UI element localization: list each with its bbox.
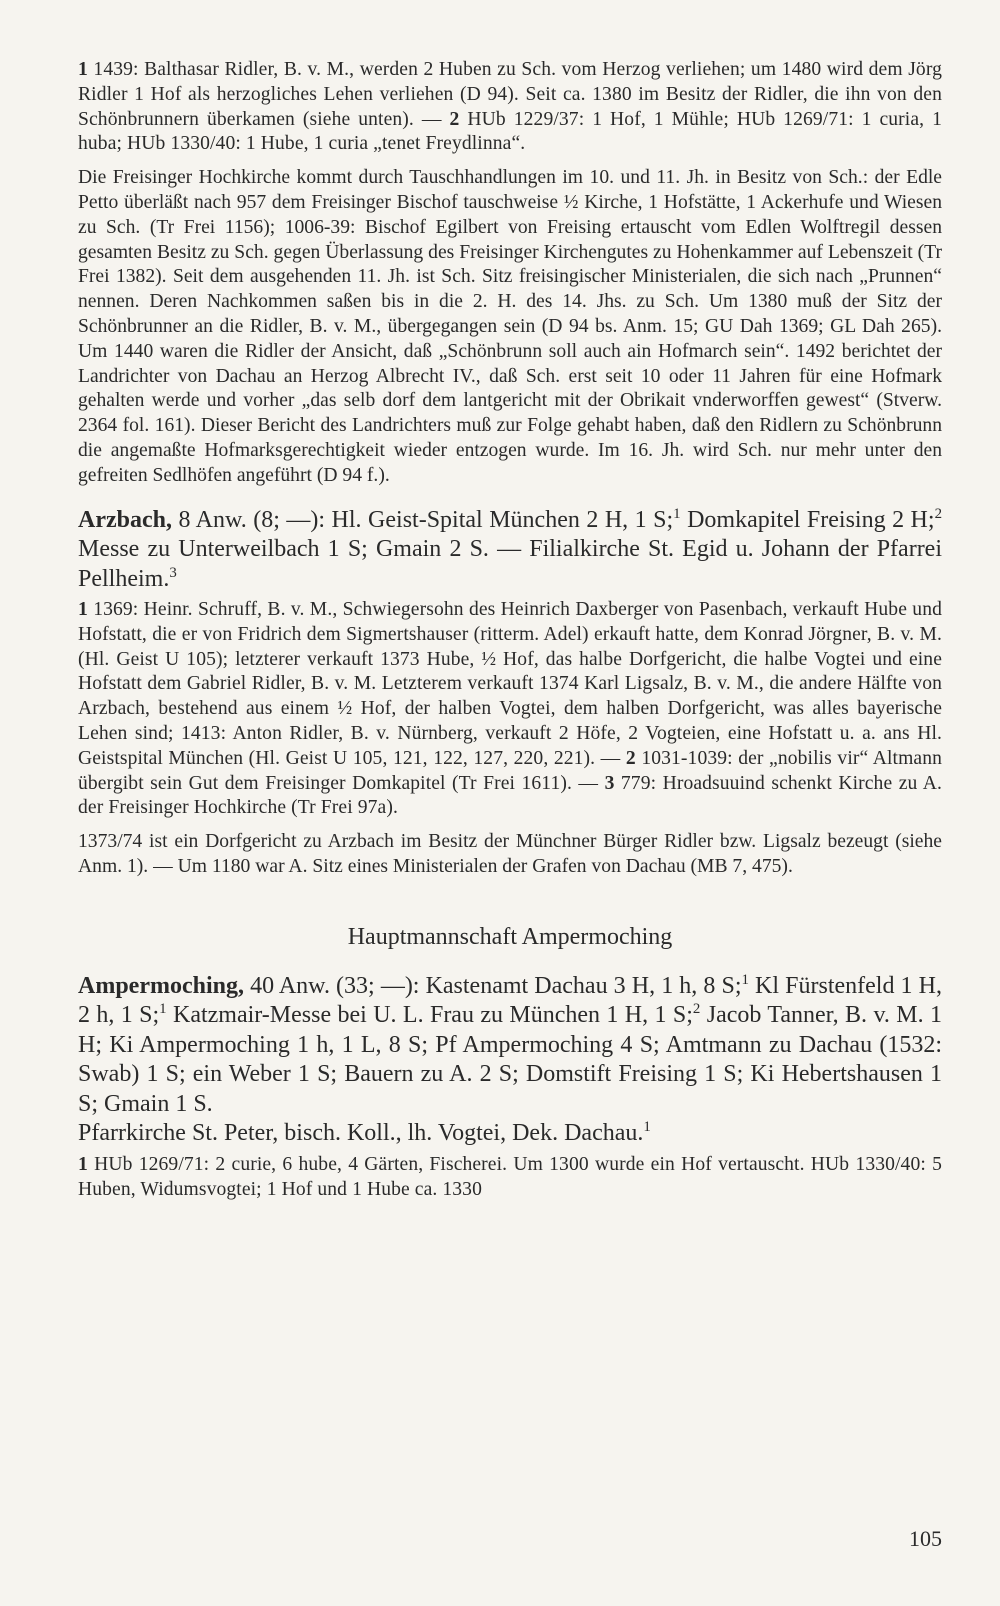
entry-text: Jacob Tanner, B. v. M. 1 H; Ki Ampermoching 1 h, 1 L, 8 S; Pf Ampermoching 4 S; Amtmann zu Dachau (1532: Swab) 1 S; ein Weber 1 S; Bauern zu A. 2 S; Domstift Freising 1 S; Ki Hebertshausen 1 S; Gmain 1 S. <box>78 1002 942 1117</box>
place-name: Ampermoching, <box>78 972 244 999</box>
place-name: Arzbach, <box>78 506 172 533</box>
footnote-ref: 1 <box>159 1001 167 1018</box>
page-content <box>78 58 942 1202</box>
entry-text: Pfarrkirche St. Peter, bisch. Koll., lh. Vogtei, Dek. Dachau. <box>78 1120 644 1147</box>
footnote-text: 1369: Heinr. Schruff, B. v. M., Schwiegersohn des Heinrich Daxberger von Pasenbach, verkauft Hube und Hofstatt, die er von Fridrich dem Sigmertshauser (ritterm. Adel) erkauft hatte, dem Konrad Jörgner, B. v. M. (Hl. Geist U 105); letzterer verkauft 1373 Hube, ½ Hof, das halbe Dorfgericht, die halbe Vogtei und eine Hofstatt dem Gabriel Ridler, B. v. M. Letzterem verkauft 1374 Karl Ligsalz, B. v. M., die andere Hälfte von Arzbach, bestehend aus einem ½ Hof, der halben Vogtei, dem halben Dorfgericht, was alles bayerische Lehen sind; 1413: Anton Ridler, B. v. Nürnberg, verkauft 2 Höfe, 2 Vogteien, eine Hofstatt u. a. ans Hl. Geistspital München (Hl. Geist U 105, 121, 122, 127, 220, 221). — <box>78 599 942 769</box>
footnote-ref: 1 <box>643 1119 651 1136</box>
footnote-text: 1031-1039: der „nobilis vir“ Altmann übergibt sein Gut dem Freisinger Domkapitel (Tr Frei 1611). — <box>78 747 942 794</box>
entry-text: Katzmair-Messe bei U. L. Frau zu München 1 H, 1 S; <box>166 1002 693 1029</box>
footnote-block-schoenbrunn <box>78 58 942 157</box>
history-paragraph-arzbach: 1373/74 ist ein Dorfgericht zu Arzbach im Besitz der Münchner Bürger Ridler bzw. Ligsalz bezeugt (siehe Anm. 1). — Um 1180 war A. Sitz eines Ministerialen der Grafen von Dachau (MB 7, 475). <box>78 831 942 878</box>
place-entry-arzbach <box>78 506 942 595</box>
footnote-ref: 2 <box>692 1001 701 1018</box>
place-entry-ampermoching <box>78 972 942 1120</box>
footnote-ref: 1 <box>673 505 681 522</box>
footnote-block-ampermoching <box>78 1153 942 1203</box>
entry-text: Domkapitel Freising 2 H; <box>680 506 935 533</box>
footnote-number: 1 <box>78 1153 88 1175</box>
section-heading: Hauptmannschaft Ampermoching <box>347 923 673 950</box>
entry-text: 40 Anw. (33; —): Kastenamt Dachau 3 H, 1 h, 8 S; <box>243 972 742 999</box>
footnote-text: HUb 1269/71: 2 curie, 6 hube, 4 Gärten, Fischerei. Um 1300 wurde ein Hof vertauscht. HUb 1330/40: 5 Huben, Widumsvogtei; 1 Hof und 1 Hube ca. 1330 <box>78 1153 942 1200</box>
parish-line <box>78 1119 942 1149</box>
footnote-block-arzbach <box>78 598 942 821</box>
footnote-ref: 1 <box>741 971 749 988</box>
footnote-number: 3 <box>604 772 615 794</box>
entry-text: Kl Fürstenfeld 1 H, 2 h, 1 S; <box>78 972 942 1029</box>
footnote-text: 1439: Balthasar Ridler, B. v. M., werden 2 Huben zu Sch. vom Herzog verliehen; um 1480 wird dem Jörg Ridler 1 Hof als herzogliches Lehen verliehen (D 94). Seit ca. 1380 im Besitz der Ridler, die ihn von den Schönbrunnern überkamen (siehe unten). — <box>78 59 942 130</box>
entry-text: Messe zu Unterweilbach 1 S; Gmain 2 S. — Filialkirche St. Egid u. Johann der Pfarrei Pellheim. <box>78 536 942 592</box>
footnote-ref: 2 <box>934 505 942 522</box>
footnote-text: HUb 1229/37: 1 Hof, 1 Mühle; HUb 1269/71: 1 curia, 1 huba; HUb 1330/40: 1 Hube, 1 curia „tenet Freydlinna“. <box>78 108 943 155</box>
page-number: 105 <box>909 1526 942 1551</box>
footnote-number: 1 <box>78 59 88 80</box>
footnote-text: 779: Hroadsuuind schenkt Kirche zu A. der Freisinger Hochkirche (Tr Frei 97a). <box>78 772 942 819</box>
footnote-ref: 3 <box>169 564 177 581</box>
footnote-number: 2 <box>625 747 636 769</box>
footnote-number: 1 <box>78 599 88 621</box>
footnote-number: 2 <box>449 108 460 130</box>
entry-text: 8 Anw. (8; —): Hl. Geist-Spital München 2 H, 1 S; <box>171 506 674 533</box>
history-paragraph-schoenbrunn: Die Freisinger Hochkirche kommt durch Tauschhandlungen im 10. und 11. Jh. in Besitz von Sch.: der Edle Petto überläßt nach 957 dem Freisinger Bischof tauschweise ½ Kirche, 1 Hofstätte, 1 Ackerhufe und Wiesen zu Sch. (Tr Frei 1156); 1006-39: Bischof Egilbert von Freising ertauscht vom Edlen Wolftregil dessen gesamten Besitz zu Sch. gegen Überlassung des Freisinger Kirchengutes zu Hohenkammer auf Lebenszeit (Tr Frei 1382). Seit dem ausgehenden 11. Jh. ist Sch. Sitz freisingischer Ministerialen, die sich nach „Prunnen“ nennen. Deren Nachkommen saßen bis in die 2. H. des 14. Jhs. zu Sch. Um 1380 muß der Sitz der Schönbrunner an die Ridler, B. v. M., übergegangen sein (D 94 bs. Anm. 15; GU Dah 1369; GL Dah 265). Um 1440 waren die Ridler der Ansicht, daß „Schönbrunn soll auch ain Hofmarch sein“. 1492 berichtet der Landrichter von Dachau an Herzog Albrecht IV., daß Sch. erst seit 10 oder 11 Jahren für eine Hofmark gehalten werde und vorher „das selb dorf dem lantgericht mit der Obrikait vnderworffen gewest“ (Stverw. 2364 fol. 161). Dieser Bericht des Landrichters muß zur Folge gehabt haben, daß den Ridlern zu Schönbrunn die angemaßte Hofmarksgerechtigkeit wieder entzogen wurde. Im 16. Jh. wird Sch. nur mehr unter den gefreiten Sedlhöfen angeführt (D 94 f.). <box>78 167 942 486</box>
